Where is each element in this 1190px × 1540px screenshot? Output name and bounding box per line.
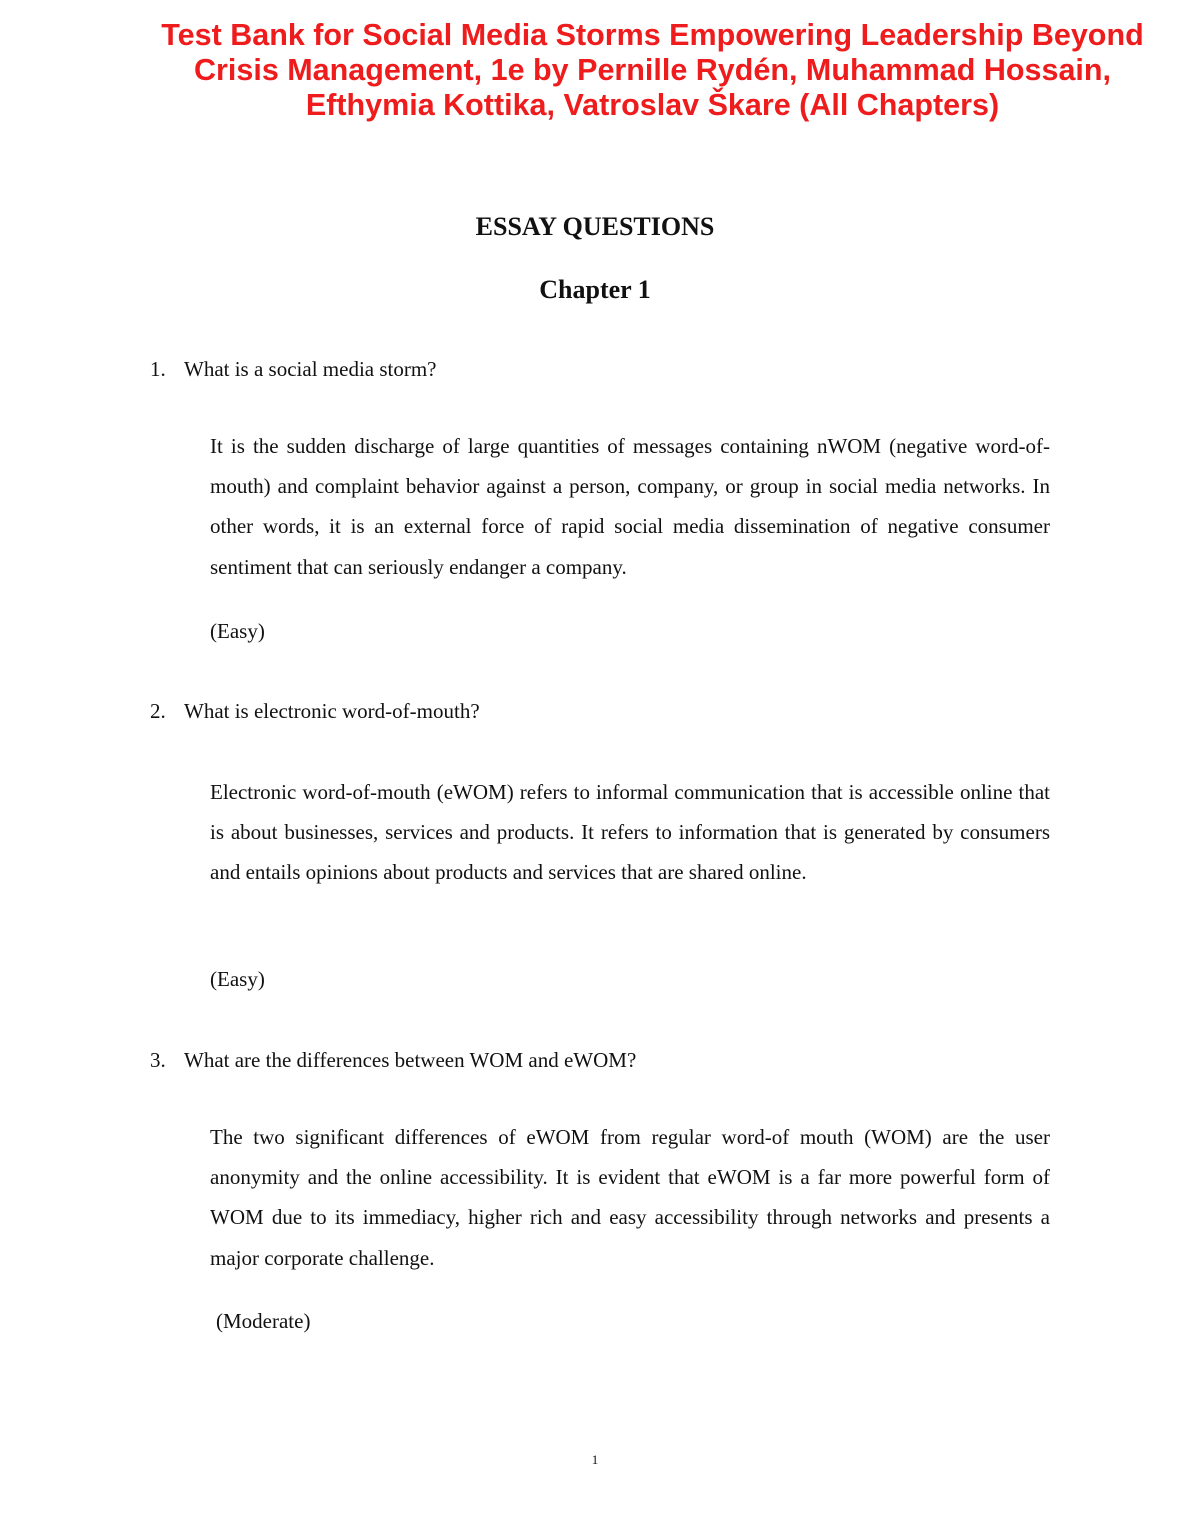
question-text: What are the differences between WOM and eWOM? <box>184 1048 637 1072</box>
answer-3: The two significant differences of eWOM from regular word-of mouth (WOM) are the user anonymity and the online accessibility. It is evident that eWOM is a far more powerful form of WOM due to its immediacy, higher rich and easy accessibility through networks and presents a major corporate challenge. <box>210 1125 1050 1270</box>
difficulty-1: (Easy) <box>210 619 265 643</box>
question-number: 1. <box>150 357 166 381</box>
section-heading: ESSAY QUESTIONS <box>475 212 715 241</box>
document-banner-title: Test Bank for Social Media Storms Empowering Leadership Beyond Crisis Management, 1e by Pernille Rydén, Muhammad Hossain, Efthymia Kottika, Vatroslav Škare (All Chapters) <box>161 18 1144 122</box>
difficulty-3: (Moderate) <box>216 1309 311 1333</box>
answer-1: It is the sudden discharge of large quantities of messages containing nWOM (negative word-of-mouth) and complaint behavior against a person, company, or group in social media networks. In other words, it is an external force of rapid social media dissemination of negative consumer sentiment that can seriously endanger a company. <box>210 434 1050 579</box>
question-text: What is a social media storm? <box>184 357 437 381</box>
page-number: 1 <box>591 1452 599 1467</box>
question-text: What is electronic word-of-mouth? <box>184 699 480 723</box>
question-1 <box>150 356 1050 382</box>
chapter-heading: Chapter 1 <box>539 275 651 304</box>
answer-2: Electronic word-of-mouth (eWOM) refers to informal communication that is accessible online that is about businesses, services and products. It refers to information that is generated by consumers and entails opinions about products and services that are shared online. <box>210 780 1050 885</box>
difficulty-2: (Easy) <box>210 967 265 991</box>
question-2 <box>150 698 1050 724</box>
question-number: 2. <box>150 699 166 723</box>
question-number: 3. <box>150 1048 166 1072</box>
question-3 <box>150 1047 1050 1073</box>
